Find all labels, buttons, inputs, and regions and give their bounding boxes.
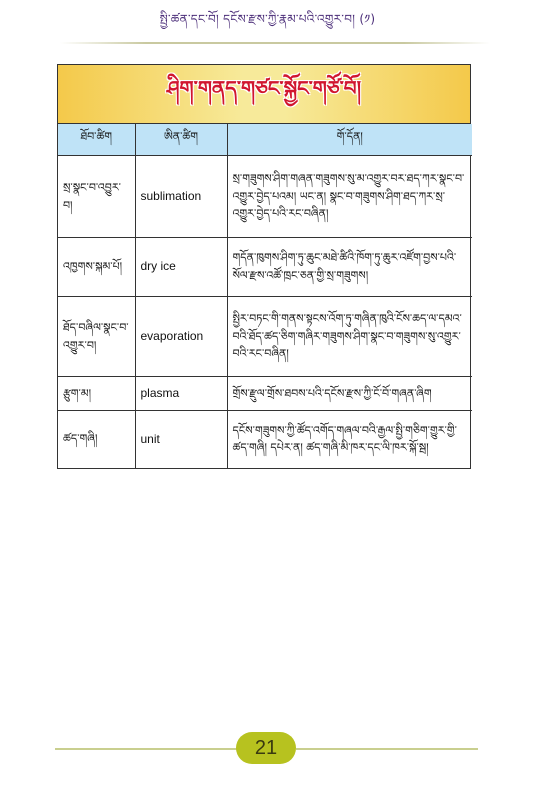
glossary-grid — [58, 124, 472, 468]
english-term-cell: dry ice — [135, 238, 227, 297]
running-header — [0, 6, 535, 36]
column-header-english: ཨིན་ཚིག — [135, 124, 227, 156]
table-row — [58, 156, 472, 238]
term-cell: སྲ་སྣང་བ་འབྱུར་བ། — [58, 156, 135, 238]
table-header-row — [58, 124, 472, 156]
term-cell: རྩུག་མ། — [58, 377, 135, 411]
term-cell: ཐོད་བཞིལ་སྣང་བ་འགྱུར་བ། — [58, 297, 135, 377]
english-term-cell: plasma — [135, 377, 227, 411]
table-row — [58, 377, 472, 411]
term-cell: ཚད་གཞི། — [58, 411, 135, 468]
table-row — [58, 238, 472, 297]
header-divider — [60, 42, 490, 44]
definition-cell: སྤྱིར་བཏང་གི་གནས་སྟངས་འོག་ཏུ་གཞིན་ཁུའི་ངོས་ཆད་ལ་དམའ་བའི་ཐོད་ཚད་ཅིག་གཞིར་གཟུགས་ཤིག་སྣང་བ་གཟུགས་སུ་འགྱུར་བའི་རང་བཞིན། — [227, 297, 472, 377]
running-header-text: སྤྱི་ཚན་དང་བོ། དངོས་རྫས་ཀྱི་རྣམ་པའི་འགྱུར་བ། (༡) — [159, 12, 376, 26]
term-cell: འཁྱགས་སྐམ་པོ། — [58, 238, 135, 297]
definition-cell: སྲ་གཟུགས་ཤིག་གཞན་གཟུགས་སུ་མ་འགྱུར་བར་ཐད་ཀར་སྣང་བ་འགྱུར་བྱེད་པའམ། ཡང་ན། སྣང་བ་གཟུགས་ཤིག་ཐད་ཀར་སྲ་འགྱུར་བྱེད་པའི་རང་བཞིན། — [227, 156, 472, 238]
definition-cell: གདོན་ཁུགས་ཤིག་ཏུ་ཆུང་མཐེ་ཚིའི་ཁོག་ཏུ་ཆུར་འཛོག་བྱས་པའི་སོལ་རྫས་འཚོ་ཁྲང་ཅན་གྱི་སྲ་གཟུགས། — [227, 238, 472, 297]
table-row — [58, 411, 472, 468]
glossary-table — [57, 64, 471, 469]
table-title-bar — [58, 65, 470, 124]
column-header-definition: གོ་དོན། — [227, 124, 472, 156]
column-header-tibetan: ཐོབ་ཚིག — [58, 124, 135, 156]
page-number: 21 — [254, 736, 278, 759]
english-term-cell: sublimation — [135, 156, 227, 238]
table-title: ཤིག་གནད་གཙང་སྐྱོང་གཙོ་བོ། — [166, 76, 362, 100]
page-number-badge — [236, 732, 296, 764]
english-term-cell: unit — [135, 411, 227, 468]
english-term-cell: evaporation — [135, 297, 227, 377]
footer-rule-left — [55, 748, 237, 750]
definition-cell: དངོས་གཟུགས་ཀྱི་ཚོད་འགོད་གཞལ་བའི་རྒྱལ་སྤྱི་གཅིག་གྱུར་གྱི་ཚད་གཞི། དཔེར་ན། ཚད་གཞི་མི་ཁར་དང་ལི་ཁར་སྐོ་སྦ། — [227, 411, 472, 468]
table-row — [58, 297, 472, 377]
footer-rule-right — [296, 748, 478, 750]
definition-cell: གྲོས་རྫུལ་གྲོས་ཐབས་པའི་དངོས་རྫས་ཀྱི་ངོ་བོ་གཞན་ཞིག — [227, 377, 472, 411]
